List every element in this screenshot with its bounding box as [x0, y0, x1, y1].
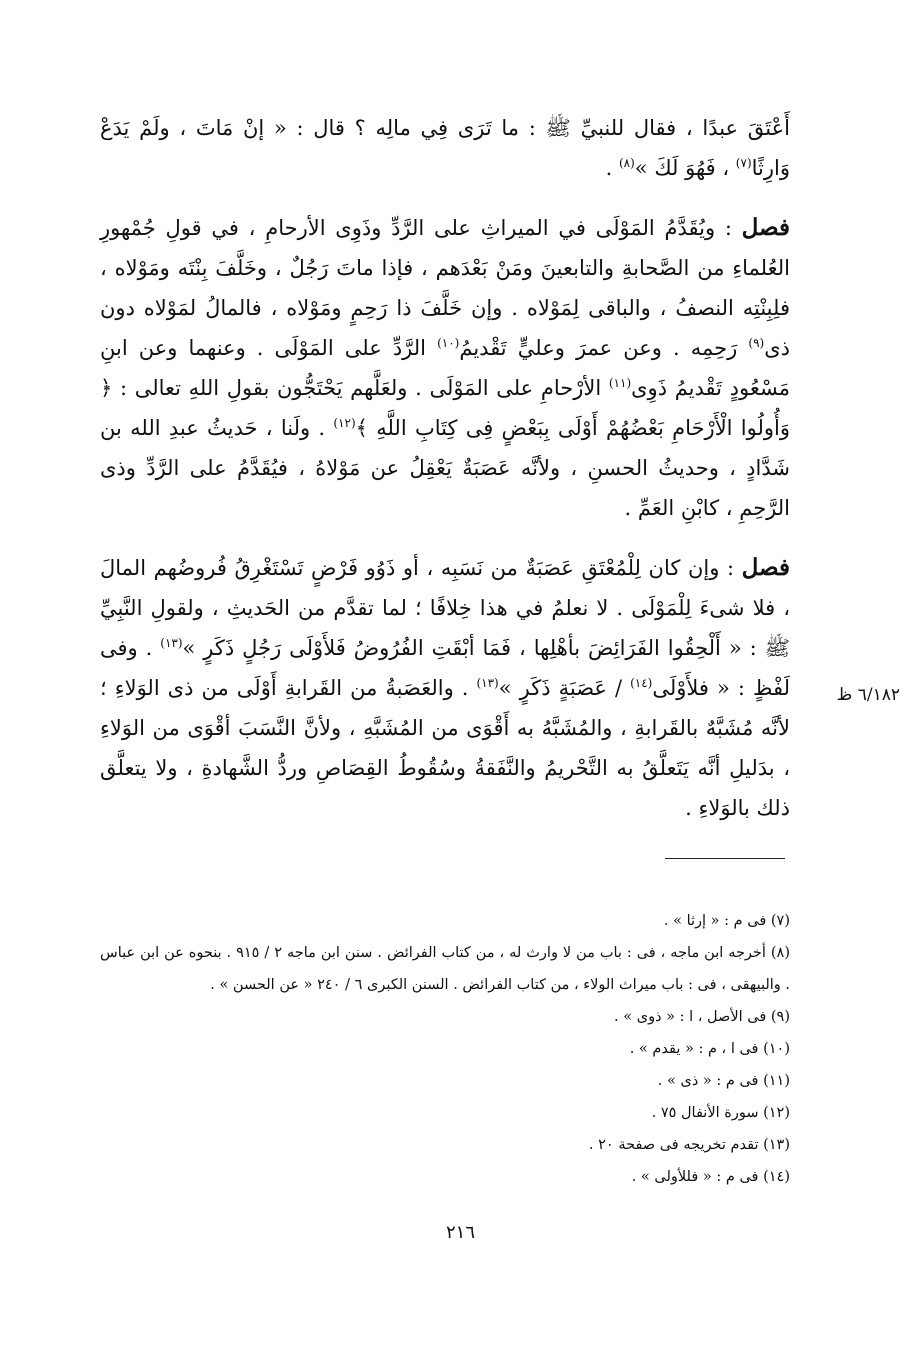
main-text [100, 108, 790, 848]
footnote-ref: (٨) [618, 156, 635, 170]
text-segment: الأرْحامِ على المَوْلَى . ولعَلَّهم يَحْتَجُّون بقولِ اللهِ تعالى : ﴿ وَأُولُوا الْأَرْحَامِ بَعْضُهُمْ أَوْلَى بِبَعْضٍ فِى كِتَابِ اللَّهِ ﴾ [100, 376, 790, 440]
footnote: (٩) فى الأصل ، ا : « ذوى » . [614, 1009, 790, 1025]
footnotes [100, 905, 790, 1193]
section-heading: فصل [741, 554, 790, 581]
footnote-ref: (١٢) [333, 416, 356, 430]
footnote: (١٤) فى م : « فللأولى » . [631, 1169, 790, 1185]
text-segment: / عَصَبَةٍ ذَكَرٍ » [498, 676, 631, 700]
text-segment: . وفى لَفْظٍ : « فلأَوْلَى [100, 636, 790, 700]
footnote-ref: (١٤) [630, 676, 653, 690]
footnote-separator [665, 858, 785, 859]
text-segment: رَحِمِه . وعن عمرَ وعليٍّ تَقْديمُ [459, 336, 749, 360]
footnote-ref: (١٣) [160, 636, 183, 650]
text-segment: . [605, 156, 619, 180]
paragraph-3 [100, 548, 790, 828]
text-segment: : وإن كان لِلْمُعْتَقِ عَصَبَةٌ من نَسَبِه ، أو ذَوُو فَرْضٍ تَسْتَغْرِقُ فُروضُهم المالَ ، فلا شىءَ لِلْمَوْلَى . لا نعلمُ في هذا خِلافًا ؛ لما تقدَّم من الحَديثِ ، ولقولِ النَّبِيِّ ﷺ : « أَلْحِقُوا الفَرَائِضَ بأهْلِها ، فَمَا أبْقَتِ الفُرُوضُ فَلأَوْلَى رَجُلٍ ذَكَرٍ » [100, 556, 790, 660]
footnote-ref: (١٣) [476, 676, 499, 690]
text-segment: . والعَصَبةُ من القَرابةِ أَوْلَى من ذى الوَلاءِ ؛ لأنَّه مُشَبَّهٌ بالقَرابةِ ، والمُشَبَّهُ به أَقْوَى من المُشَبَّهِ ، ولأنَّ النَّسَبَ أقْوَى من الوَلاءِ ، بدَليلِ أنَّه يَتَعلَّقُ به التَّحْريمُ والنَّفَقةُ وسُقُوطُ القِصَاصِ وردُّ الشَّهادةِ ، ولا يتعلَّق ذلك بالوَلاءِ . [100, 676, 790, 820]
manuscript-folio-note: ٦/١٨٢ ظ [836, 685, 900, 705]
footnote-ref: (٩) [748, 336, 765, 350]
text-segment: : ويُقَدَّمُ المَوْلَى في الميراثِ على الرَّدِّ وذَوِى الأرحامِ ، في قولِ جُمْهورِ العُلماءِ من الصَّحابةِ والتابعينَ ومَنْ بَعْدَهم ، فإذا ماتَ رَجُلٌ ، وخَلَّفَ بِنْتَه ومَوْلاه ، فلِبِنْتِه النصفُ ، والباقى لِمَوْلاه . وإن خَلَّفَ ذا رَحِمٍ ومَوْلاه ، فالمالُ لمَوْلاه دون ذى [100, 216, 791, 360]
footnote: (١٠) فى ا ، م : « يقدم » . [629, 1041, 790, 1057]
footnote-ref: (١١) [608, 376, 632, 390]
paragraph-2 [100, 208, 790, 528]
section-heading: فصل [741, 214, 790, 241]
footnote: (١٣) تقدم تخريجه فى صفحة ٢٠ . [588, 1137, 790, 1153]
footnote-ref: (١٠) [437, 336, 460, 350]
page-number: ٢١٦ [445, 1222, 475, 1243]
footnote: (١٢) سورة الأنفال ٧٥ . [651, 1105, 790, 1121]
text-segment: الرَّدِّ على المَوْلَى . وعنهما وعن ابنِ مَسْعُودٍ تَقْديمُ ذَوِى [100, 336, 790, 400]
footnote: (٨) أخرجه ابن ماجه ، فى : باب من لا وارث له ، من كتاب الفرائض . سنن ابن ماجه ٢ / ٩١٥ . بنحوه عن ابن عباس . والبيهقى ، فى : باب ميراث الولاء ، من كتاب الفرائض . السنن الكبرى ٦ / ٢٤٠ « عن الحسن » . [100, 945, 790, 993]
text-segment: ، فَهُوَ لَكَ » [634, 156, 736, 180]
text-segment: أَعْتَقَ عبدًا ، فقال للنبيِّ ﷺ : ما تَرَى فِي مالِه ؟ قال : « إنْ مَاتَ ، ولَمْ يَدَعْ وَارِثًا [100, 116, 790, 180]
footnote-ref: (٧) [735, 156, 752, 170]
footnote: (٧) فى م : « إرثا » . [663, 913, 790, 929]
footnote: (١١) فى م : « ذى » . [657, 1073, 790, 1089]
paragraph-1 [100, 108, 790, 188]
text-segment: . ولَنا ، حَديثُ عبدِ الله بن شَدَّادٍ ، وحديثُ الحسنِ ، ولأنَّه عَصَبَةٌ يَعْقِلُ عن مَوْلاهُ ، فيُقَدَّمُ على الرَّدِّ وذى الرَّحِمِ ، كابْنِ العَمِّ . [100, 416, 790, 520]
